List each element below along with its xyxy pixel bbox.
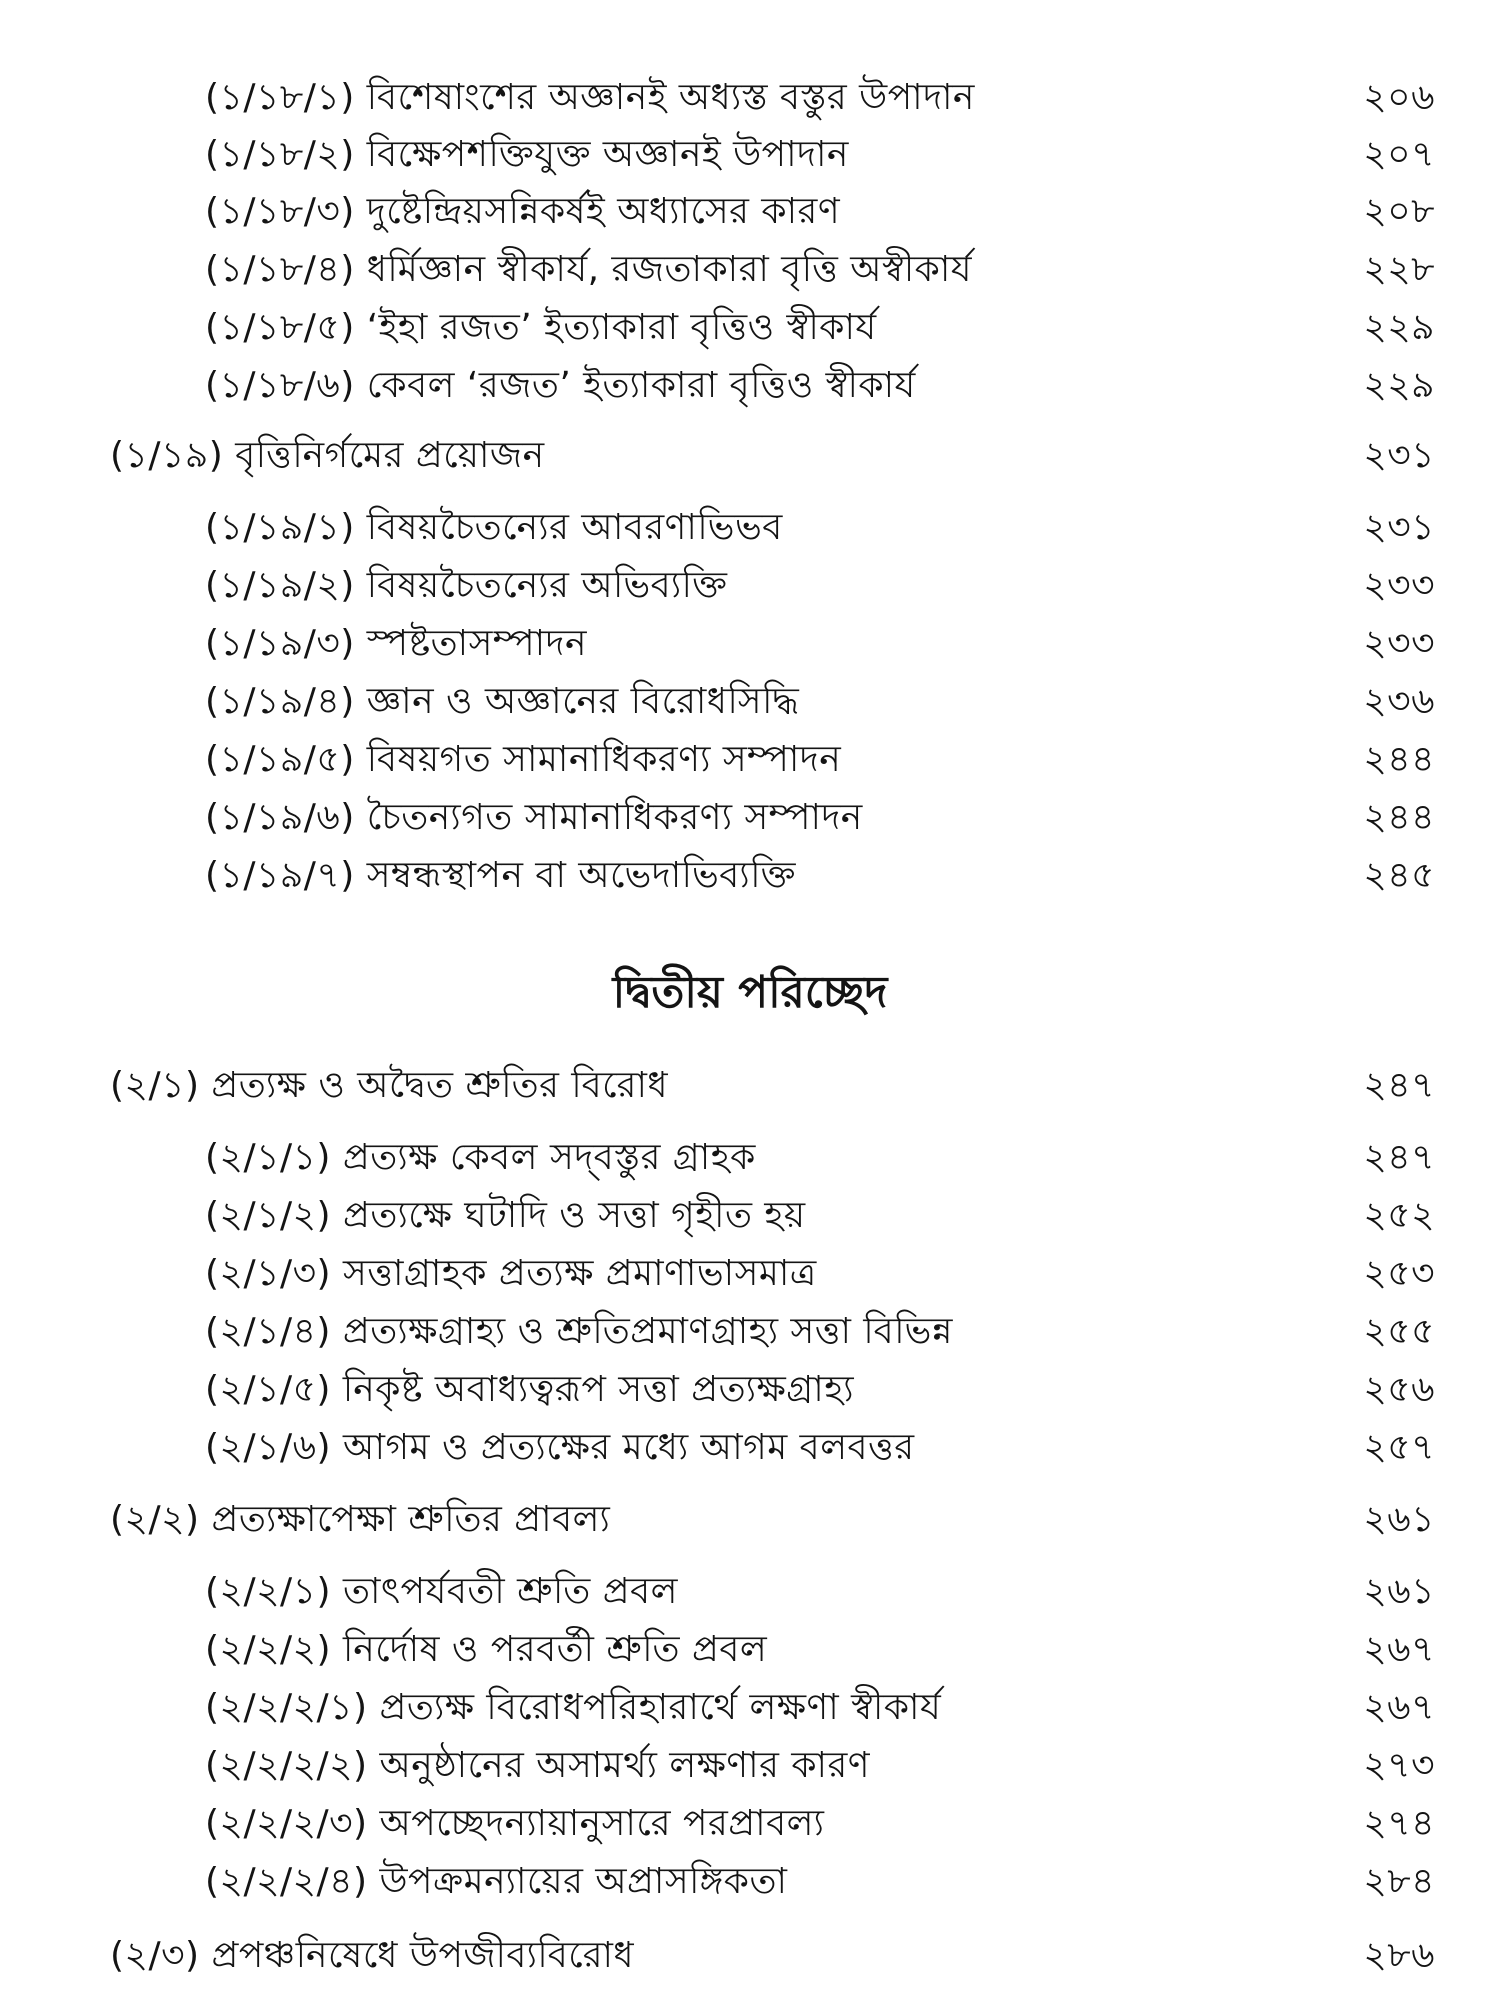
entry-title: (২/২/২/৪) উপক্রমন্যায়ের অপ্রাসঙ্গিকতা <box>205 1861 788 1902</box>
entry-page: ২৬১ <box>1363 1571 1435 1612</box>
entry-title: (১/১৯/১) বিষয়চৈতন্যের আবরণাভিভব <box>205 507 783 548</box>
entry-page: ২৩৩ <box>1363 623 1435 664</box>
entry-title: (১/১৯/৬) চৈতন্যগত সামানাধিকরণ্য সম্পাদন <box>205 797 863 838</box>
entry-page: ২২৮ <box>1363 249 1435 290</box>
entry-title: (১/১৮/৫) ‘ইহা রজত’ ইত্যাকারা বৃত্তিও স্বীকার্য <box>205 307 877 348</box>
entry-title: (১/১৮/৪) ধর্মিজ্ঞান স্বীকার্য, রজতাকারা বৃত্তি অস্বীকার্য <box>205 249 973 290</box>
entry-page: ২৫৭ <box>1363 1427 1435 1468</box>
section-heading: দ্বিতীয় পরিচ্ছেদ <box>612 967 888 1018</box>
entry-page: ২৪৪ <box>1363 739 1435 780</box>
entry-title: (১/১৯/৫) বিষয়গত সামানাধিকরণ্য সম্পাদন <box>205 739 842 780</box>
entry-page: ২২৯ <box>1363 365 1435 406</box>
entry-title: (১/১৮/২) বিক্ষেপশক্তিযুক্ত অজ্ঞানই উপাদান <box>205 134 849 175</box>
entry-title: (১/১৮/৬) কেবল ‘রজত’ ইত্যাকারা বৃত্তিও স্বীকার্য <box>205 365 916 406</box>
entry-title: (১/১৯/২) বিষয়চৈতন্যের অভিব্যক্তি <box>205 565 728 606</box>
entry-title: (২/১) প্রত্যক্ষ ও অদ্বৈত শ্রুতির বিরোধ <box>110 1065 669 1106</box>
entry-page: ২৩৬ <box>1363 681 1435 722</box>
entry-page: ২৪৫ <box>1363 855 1435 896</box>
entry-page: ২৫৩ <box>1363 1253 1435 1294</box>
entry-title: (১/১৯/৩) স্পষ্টতাসম্পাদন <box>205 623 587 664</box>
entry-title: (২/৩) প্রপঞ্চনিষেধে উপজীব্যবিরোধ <box>110 1935 635 1976</box>
entry-page: ২৪৭ <box>1363 1065 1435 1106</box>
entry-title: (১/১৯/৪) জ্ঞান ও অজ্ঞানের বিরোধসিদ্ধি <box>205 681 800 722</box>
entry-title: (২/২/২/১) প্রত্যক্ষ বিরোধপরিহারার্থে লক্ষণা স্বীকার্য <box>205 1687 942 1728</box>
entry-page: ২৫৫ <box>1363 1311 1435 1352</box>
entry-title: (২/১/৬) আগম ও প্রত্যক্ষের মধ্যে আগম বলবত্তর <box>205 1427 915 1468</box>
entry-page: ২৬৭ <box>1363 1687 1435 1728</box>
entry-page: ২২৯ <box>1363 307 1435 348</box>
entry-page: ২০৭ <box>1363 134 1435 175</box>
entry-title: (২/১/৫) নিকৃষ্ট অবাধ্যত্বরূপ সত্তা প্রত্যক্ষগ্রাহ্য <box>205 1369 855 1410</box>
entry-title: (১/১৮/১) বিশেষাংশের অজ্ঞানই অধ্যস্ত বস্তুর উপাদান <box>205 77 975 118</box>
entry-title: (২/২/২/৩) অপচ্ছেদন্যায়ানুসারে পরপ্রাবল্য <box>205 1803 825 1844</box>
entry-page: ২৫৬ <box>1363 1369 1435 1410</box>
entry-title: (১/১৮/৩) দুষ্টেন্দ্রিয়সন্নিকর্ষই অধ্যাসের কারণ <box>205 191 841 232</box>
entry-page: ২৬১ <box>1363 1499 1435 1540</box>
entry-page: ২৩৩ <box>1363 565 1435 606</box>
entry-title: (২/১/৪) প্রত্যক্ষগ্রাহ্য ও শ্রুতিপ্রমাণগ্রাহ্য সত্তা বিভিন্ন <box>205 1311 953 1352</box>
entry-title: (২/২/১) তাৎপর্যবতী শ্রুতি প্রবল <box>205 1571 678 1612</box>
entry-title: (২/২/২/২) অনুষ্ঠানের অসামর্থ্য লক্ষণার কারণ <box>205 1745 871 1786</box>
entry-page: ২০৬ <box>1363 77 1435 118</box>
entry-page: ২৬৭ <box>1363 1629 1435 1670</box>
entry-page: ২৩১ <box>1363 435 1435 476</box>
entry-page: ২০৮ <box>1363 191 1435 232</box>
entry-page: ২৫২ <box>1363 1195 1435 1236</box>
entry-title: (১/১৯/৭) সম্বন্ধস্থাপন বা অভেদাভিব্যক্তি <box>205 855 797 896</box>
entry-page: ২৪৭ <box>1363 1137 1435 1178</box>
entry-page: ২৭৪ <box>1363 1803 1435 1844</box>
entry-page: ২৪৪ <box>1363 797 1435 838</box>
entry-page: ২৩১ <box>1363 507 1435 548</box>
entry-title: (২/২/২) নির্দোষ ও পরবর্তী শ্রুতি প্রবল <box>205 1629 768 1670</box>
entry-title: (২/১/২) প্রত্যক্ষে ঘটাদি ও সত্তা গৃহীত হয় <box>205 1195 806 1236</box>
entry-page: ২৮৪ <box>1363 1861 1435 1902</box>
entry-title: (১/১৯) বৃত্তিনির্গমের প্রয়োজন <box>110 435 545 476</box>
entry-title: (২/২) প্রত্যক্ষাপেক্ষা শ্রুতির প্রাবল্য <box>110 1499 611 1540</box>
entry-title: (২/১/১) প্রত্যক্ষ কেবল সদ্‌বস্তুর গ্রাহক <box>205 1137 756 1178</box>
entry-page: ২৮৬ <box>1363 1935 1435 1976</box>
entry-title: (২/১/৩) সত্তাগ্রাহক প্রত্যক্ষ প্রমাণাভাসমাত্র <box>205 1253 817 1294</box>
entry-page: ২৭৩ <box>1363 1745 1435 1786</box>
